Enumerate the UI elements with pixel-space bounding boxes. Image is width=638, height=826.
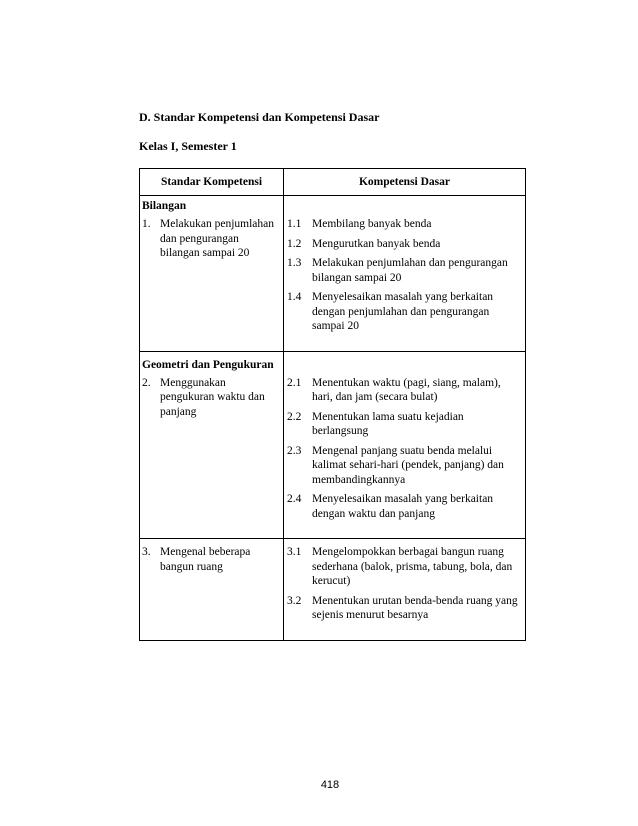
kd-item [287,545,521,589]
sk-text: Menggunakan pengukuran waktu dan panjang [160,376,265,418]
kd-item [287,492,521,521]
sk-text: Mengenal beberapa bangun ruang [160,546,251,573]
competency-table [139,168,526,641]
kd-number: 1.2 [287,237,302,250]
kd-item [287,256,521,285]
kd-cell [284,214,526,351]
table-row [140,539,526,641]
class-title: Kelas I, Semester 1 [139,139,237,153]
table-row [140,373,526,539]
kd-number: 1.3 [287,257,302,269]
header-standar-kompetensi: Standar Kompetensi [140,169,284,196]
sk-number: 2. [142,376,151,389]
header-kompetensi-dasar: Kompetensi Dasar [284,169,526,196]
sk-text: Melakukan penjumlahan dan pengurangan bilangan sampai 20 [160,218,275,259]
section-geometri-title: Geometri dan Pengukuran [142,358,274,371]
kd-text: Melakukan penjumlahan dan pengurangan bilangan sampai 20 [312,257,508,284]
kd-item [287,290,521,334]
kd-cell [284,373,526,539]
kd-text: Menyelesaikan masalah yang berkaitan dengan penjumlahan dan pengurangan sampai 20 [312,291,494,332]
table-header-row [140,169,526,196]
kd-number: 3.1 [287,546,302,558]
kd-number: 3.2 [287,594,302,607]
sk-number: 3. [142,546,151,558]
kd-text: Mengenal panjang suatu benda melalui kalimat sehari-hari (pendek, panjang) dan membandingkannya [312,444,504,486]
kd-number: 2.2 [287,410,302,423]
kd-cell [284,539,526,641]
kd-number: 2.3 [287,444,302,457]
section-title-cell [140,351,284,373]
sk-cell [140,539,284,641]
sk-cell [140,373,284,539]
empty-cell [284,351,526,373]
section-title-cell [140,196,284,215]
section-bilangan-title: Bilangan [142,200,187,212]
kd-text: Menentukan urutan benda-benda ruang yang sejenis menurut besarnya [312,594,518,621]
sk-number: 1. [142,218,151,230]
section-title: D. Standar Kompetensi dan Kompetensi Dasar [139,110,380,124]
kd-item [287,444,521,488]
kd-text: Menentukan lama suatu kejadian berlangsung [312,410,464,437]
empty-cell [284,196,526,215]
kd-text: Mengurutkan banyak benda [312,237,441,250]
kd-text: Menentukan waktu (pagi, siang, malam), hari, dan jam (secara bulat) [312,376,501,403]
kd-number: 1.1 [287,218,302,230]
sk-cell [140,214,284,351]
kd-item [287,410,521,439]
kd-text: Menyelesaikan masalah yang berkaitan dengan waktu dan panjang [312,493,494,520]
section-title-row [140,196,526,215]
kd-number: 1.4 [287,291,302,303]
kd-text: Mengelompokkan berbagai bangun ruang sederhana (balok, prisma, tabung, bola, dan kerucut) [312,546,513,587]
table-row [140,214,526,351]
kd-item [287,237,521,252]
page-number: 418 [320,779,340,791]
kd-number: 2.4 [287,493,302,505]
kd-text: Membilang banyak benda [312,218,432,230]
kd-item [287,217,521,232]
kd-item [287,594,521,623]
section-title-row [140,351,526,373]
kd-item [287,376,521,405]
kd-number: 2.1 [287,376,302,389]
